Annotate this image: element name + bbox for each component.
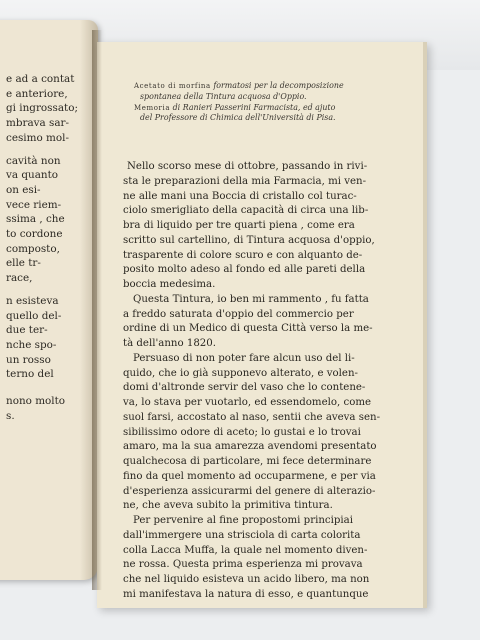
left-line: to cordone [6, 228, 63, 241]
header-line-3 [134, 103, 374, 114]
body-line: amaro, ma la sua amarezza avendomi presentato [123, 441, 377, 453]
body-line: suol farsi, accostato al naso, sentii che aveva sen- [123, 411, 381, 423]
left-line: e ad a contat [6, 73, 75, 85]
spacer [6, 382, 106, 394]
left-line: nche spo- [6, 338, 57, 351]
body-line: Nello scorso mese di ottobre, passando in rivi- [127, 161, 368, 172]
left-line: n esisteva [6, 294, 59, 307]
left-line: un rosso [6, 353, 51, 366]
body-line: ne rossa. Questa prima esperienza mi provava [123, 559, 363, 571]
body-line: d'esperienza assicurarmi del genere di alterazio- [123, 485, 376, 497]
body-line: ordine di un Medico di questa Città verso la me- [123, 323, 373, 335]
body-line: va, lo stava per vuotarlo, ed essendomelo, come [123, 397, 372, 408]
left-line: cesimo mol- [6, 131, 69, 144]
article-header [134, 81, 374, 124]
body-line: ciolo smerigliato della capacità di circa una lib- [123, 205, 369, 217]
left-line: s. [6, 409, 15, 422]
left-line: quello del- [6, 309, 62, 322]
body-line: fino da quel momento ad occuparmene, e per via [123, 470, 376, 482]
left-line: terno del [6, 368, 54, 381]
body-line: mi manifestava la natura di esso, e quantunque [123, 588, 369, 600]
left-line: composto, [6, 242, 60, 255]
header-line-4: del Professore di Chimica dell'Università di Pisa. [140, 113, 336, 123]
body-line: bra di liquido per tre quarti piena , come era [123, 220, 355, 231]
body-line: Per pervenire al fine propostomi principiai [133, 515, 353, 526]
body-line: colla Lacca Muffa, la quale nel momento diven- [123, 544, 368, 556]
spacer [6, 286, 106, 294]
left-line: gi ingrossato; [6, 102, 78, 115]
header-memoria-lead: Memoria [134, 103, 171, 112]
header-memoria-rest: di Ranieri Passerini Farmacista, ed ajuto [170, 102, 336, 112]
header-line-2: spontanea della Tintura acquosa d'Oppio. [140, 91, 307, 101]
left-line: race, [6, 272, 33, 285]
article-body [123, 160, 413, 603]
left-line: mbrava sar- [6, 117, 70, 130]
body-line: quido, che io già supponevo alterato, e volen- [123, 367, 358, 379]
body-line: tà dell'anno 1820. [123, 338, 217, 349]
body-line: trasparente di colore scuro e con alquanto de- [123, 249, 363, 261]
body-line: sibilissimo odore di aceto; lo gustai e lo trovai [123, 426, 361, 438]
body-line: posito molto adeso al fondo ed alle pareti della [123, 264, 366, 276]
left-line: due ter- [6, 324, 48, 337]
body-line: ne alle mani una Boccia di cristallo col turac- [123, 190, 357, 202]
left-line: vece riem- [6, 198, 62, 211]
body-line: a freddo saturata d'oppio del commercio per [123, 308, 354, 320]
spacer [6, 146, 106, 154]
book-gutter [92, 30, 102, 590]
left-line: nono molto [6, 395, 66, 408]
body-line: domi d'altronde servir del vaso che lo contene- [123, 382, 366, 394]
left-line: ssima , che [6, 213, 65, 226]
left-line: elle tr- [6, 257, 41, 270]
body-line: sta le preparazioni della mia Farmacia, mi ven- [123, 175, 367, 187]
header-title-rest: formatosi per la decomposizione [210, 81, 344, 90]
left-line: va quanto [6, 169, 59, 182]
body-line: qualchecosa di particolare, mi fece determinare [123, 456, 372, 467]
left-line: e anteriore, [6, 87, 68, 100]
page-edge [423, 42, 427, 608]
header-line-1 [134, 81, 374, 92]
body-line: che nel liquido esisteva un acido libero, ma non [123, 574, 370, 585]
body-line: dall'immergere una strisciola di carta colorita [123, 529, 361, 541]
left-page-text [6, 72, 106, 423]
left-line: cavità non [6, 154, 61, 167]
header-title-lead: Acetato di morfina [134, 82, 211, 90]
body-line: boccia medesima. [123, 279, 216, 290]
body-line: scritto sul cartellino, di Tintura acquosa d'oppio, [123, 234, 375, 246]
body-line: ne, che aveva subito la primitiva tintura. [123, 500, 333, 512]
body-line: Questa Tintura, io ben mi rammento , fu fatta [133, 293, 369, 305]
left-line: on esi- [6, 183, 41, 196]
body-line: Persuaso di non poter fare alcun uso del li- [133, 352, 355, 364]
